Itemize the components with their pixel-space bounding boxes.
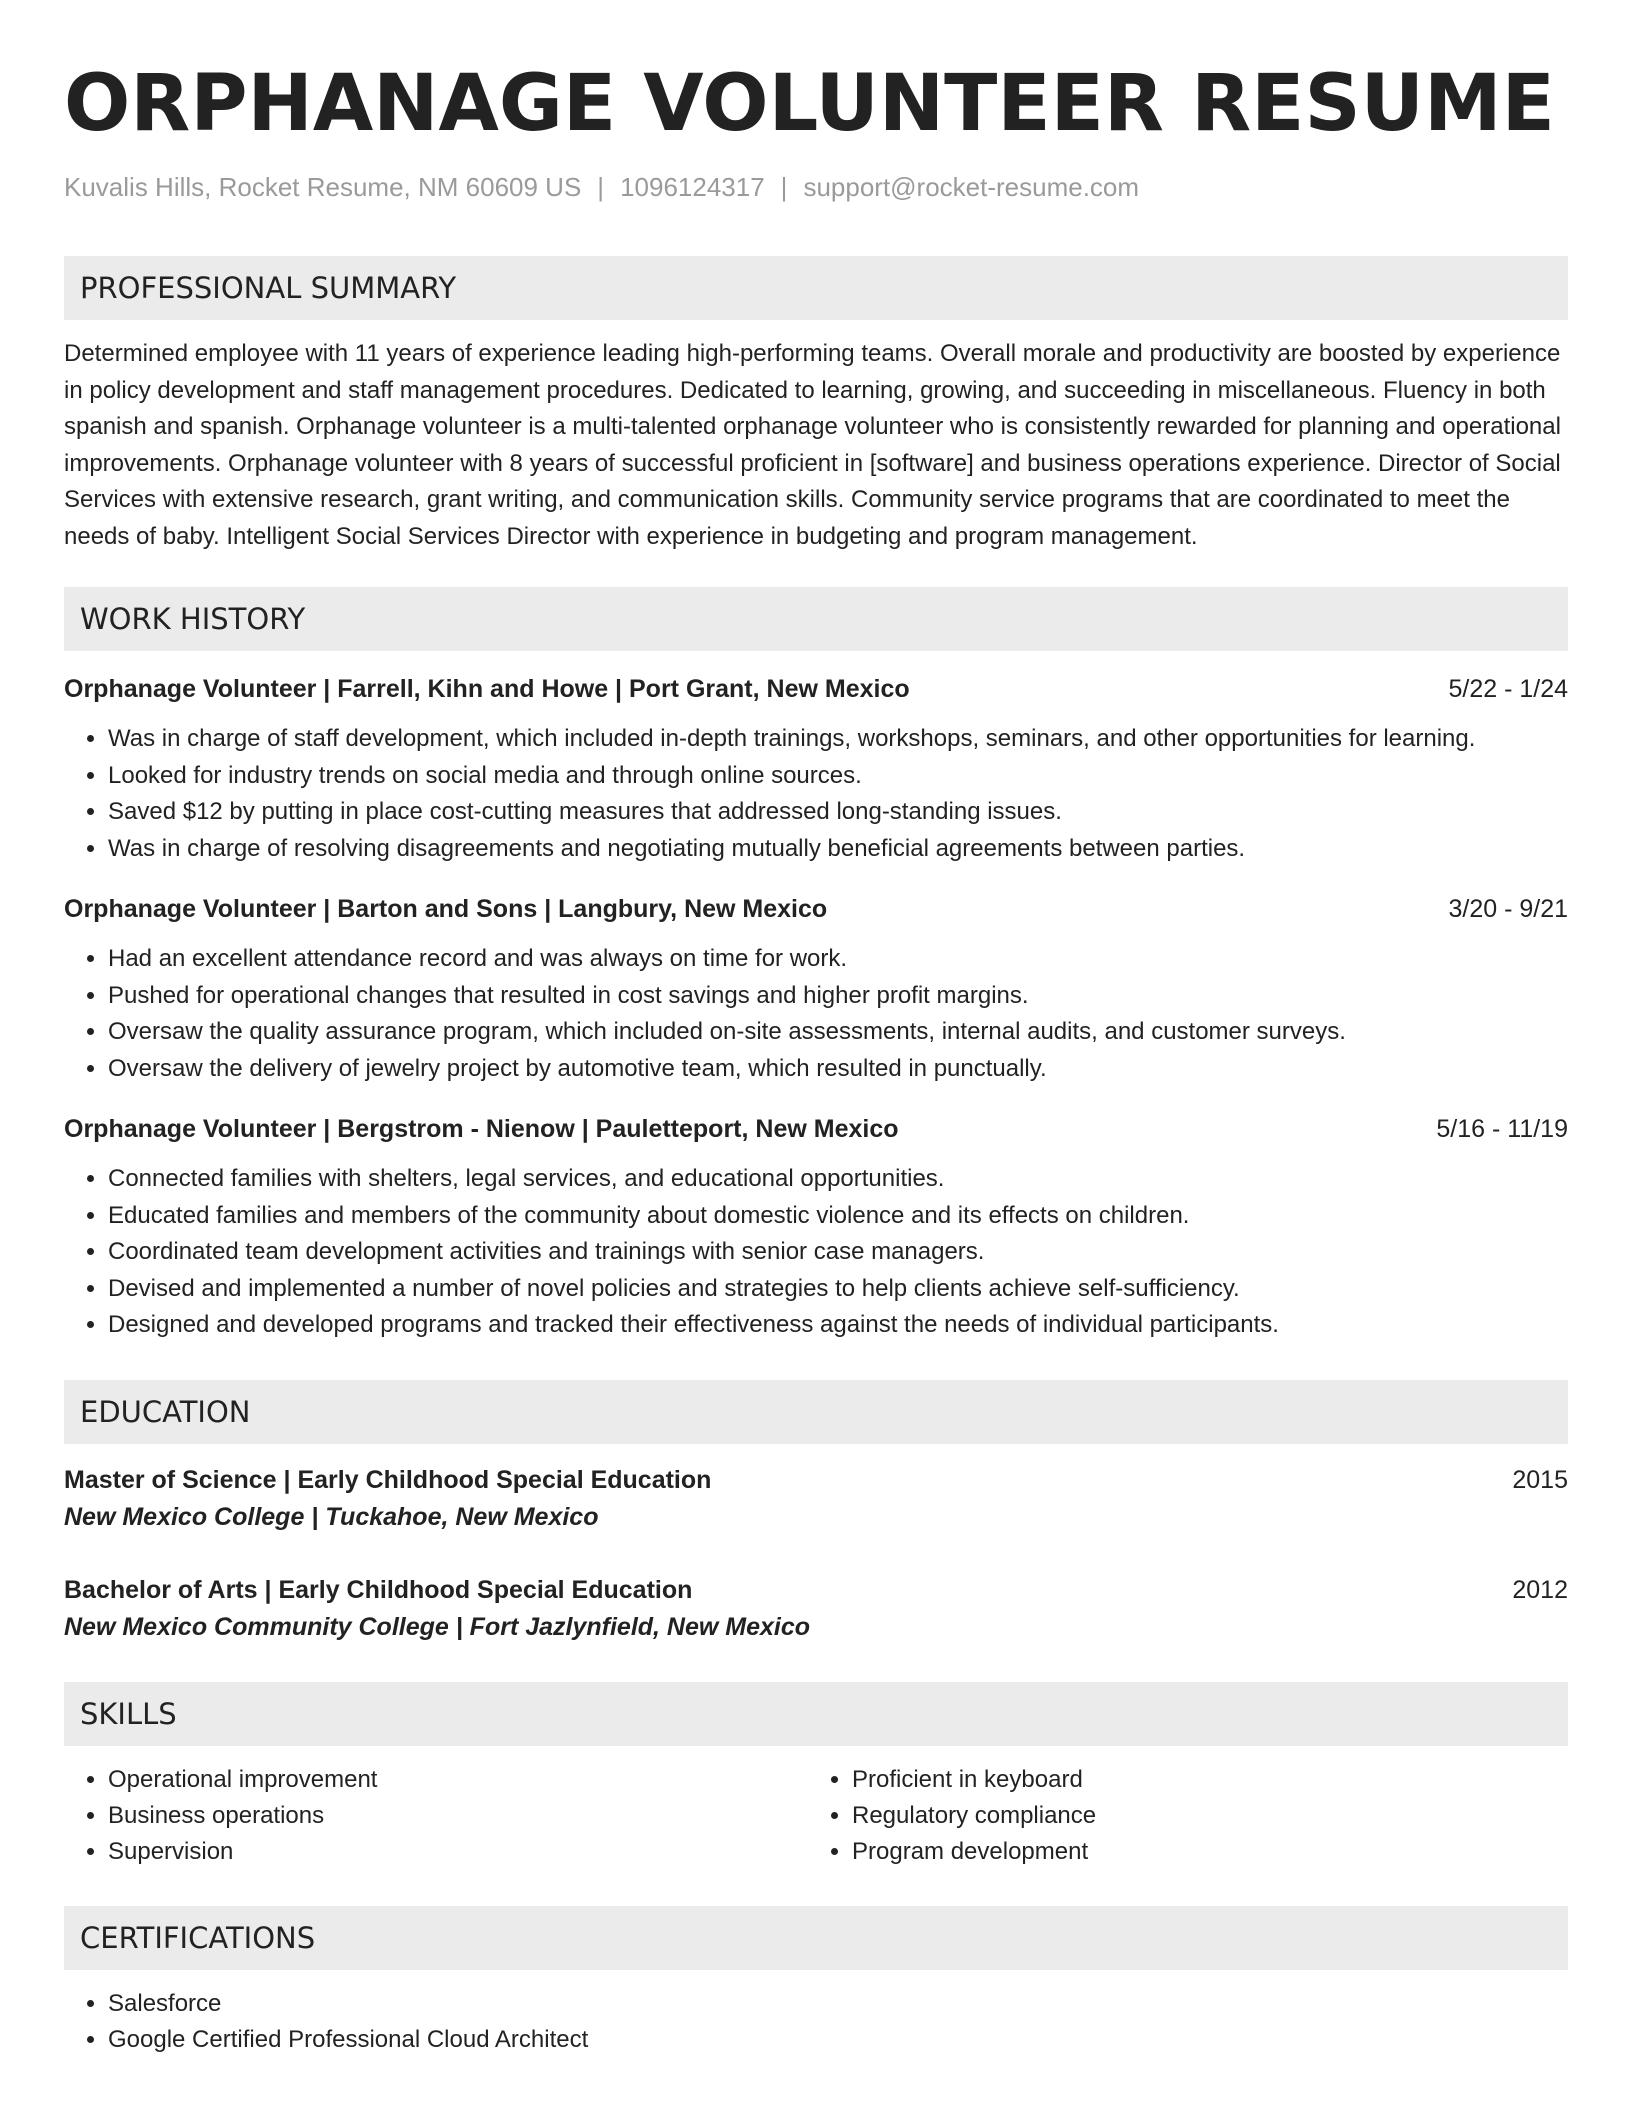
section-heading-work-history: WORK HISTORY	[64, 587, 1568, 651]
education-entry	[64, 1572, 1568, 1646]
job-header	[64, 671, 1568, 707]
section-heading-summary: PROFESSIONAL SUMMARY	[64, 256, 1568, 320]
certifications-list	[64, 1986, 1568, 2058]
job-bullet: • Oversaw the quality assurance program, which included on-site assessments, internal audits, and customer surveys.	[108, 1014, 1568, 1051]
job-bullet: • Had an excellent attendance record and was always on time for work.	[108, 941, 1568, 978]
education-school: New Mexico College | Tuckahoe, New Mexico	[64, 1502, 599, 1531]
job-dates: 5/16 - 11/19	[1436, 1115, 1568, 1143]
certification-item: • Google Certified Professional Cloud Architect	[108, 2022, 1568, 2058]
job-bullet: • Coordinated team development activities and trainings with senior case managers.	[108, 1234, 1568, 1271]
job-bullet: • Saved $12 by putting in place cost-cutting measures that addressed long-standing issues.	[108, 794, 1568, 831]
skills-column-left	[64, 1762, 808, 1870]
resume-title: ORPHANAGE VOLUNTEER RESUME	[64, 59, 1555, 149]
certification-item: • Salesforce	[108, 1986, 1568, 2022]
contact-phone: 1096124317	[620, 172, 765, 202]
skill-item: • Proficient in keyboard	[852, 1762, 1552, 1798]
job-dates: 5/22 - 1/24	[1448, 675, 1568, 703]
job-title: Orphanage Volunteer | Bergstrom - Nienow | Pauletteport, New Mexico	[64, 1115, 899, 1143]
skills-grid	[64, 1762, 1568, 1870]
job-bullet: • Oversaw the delivery of jewelry project by automotive team, which resulted in punctually.	[108, 1051, 1568, 1088]
skill-item: • Business operations	[108, 1798, 808, 1834]
education-degree: Bachelor of Arts | Early Childhood Special Education	[64, 1575, 693, 1604]
job-title: Orphanage Volunteer | Barton and Sons | Langbury, New Mexico	[64, 895, 828, 923]
education-year: 2012	[1512, 1575, 1568, 1604]
contact-line	[64, 170, 1568, 204]
job-bullet: • Looked for industry trends on social media and through online sources.	[108, 758, 1568, 795]
job-dates: 3/20 - 9/21	[1448, 895, 1568, 923]
section-heading-skills: SKILLS	[64, 1682, 1568, 1746]
job-bullet: • Connected families with shelters, legal services, and educational opportunities.	[108, 1161, 1568, 1198]
contact-address: Kuvalis Hills, Rocket Resume, NM 60609 US	[64, 172, 582, 202]
job-title: Orphanage Volunteer | Farrell, Kihn and Howe | Port Grant, New Mexico	[64, 675, 910, 703]
skills-column-right	[808, 1762, 1552, 1870]
skill-item: • Regulatory compliance	[852, 1798, 1552, 1834]
job-entry	[64, 891, 1568, 1087]
job-bullet: • Pushed for operational changes that resulted in cost savings and higher profit margins.	[108, 978, 1568, 1015]
job-entry	[64, 1111, 1568, 1344]
skill-item: • Operational improvement	[108, 1762, 808, 1798]
education-degree: Master of Science | Early Childhood Special Education	[64, 1465, 712, 1494]
job-bullets	[64, 941, 1568, 1087]
job-bullet: • Was in charge of resolving disagreements and negotiating mutually beneficial agreements between parties.	[108, 831, 1568, 868]
education-year: 2015	[1512, 1465, 1568, 1494]
contact-separator: |	[597, 172, 605, 202]
education-school: New Mexico Community College | Fort Jazlynfield, New Mexico	[64, 1612, 811, 1641]
job-header	[64, 891, 1568, 927]
job-bullet: • Educated families and members of the community about domestic violence and its effects on children.	[108, 1198, 1568, 1235]
job-bullet: • Was in charge of staff development, which included in-depth trainings, workshops, seminars, and other opportunities for learning.	[108, 721, 1568, 758]
education-row	[64, 1462, 1568, 1498]
section-heading-education: EDUCATION	[64, 1380, 1568, 1444]
skill-item: • Program development	[852, 1834, 1552, 1870]
education-entry	[64, 1462, 1568, 1536]
contact-separator: |	[780, 172, 788, 202]
education-row	[64, 1572, 1568, 1608]
job-bullets	[64, 721, 1568, 867]
summary-paragraph: Determined employee with 11 years of experience leading high-performing teams. Overall morale and productivity are boosted by experience in policy development and staff management procedures. Dedicated to learning, growing, and succeeding in miscellaneous. Fluency in both spanish and spanish. Orphanage volunteer is a multi-talented orphanage volunteer who is consistently rewarded for planning and operational improvements. Orphanage volunteer with 8 years of successful proficient in [software] and business operations experience. Director of Social Services with extensive research, grant writing, and communication skills. Community service programs that are coordinated to meet the needs of baby. Intelligent Social Services Director with experience in budgeting and program management.	[64, 340, 1561, 550]
section-heading-certifications: CERTIFICATIONS	[64, 1906, 1568, 1970]
job-bullets	[64, 1161, 1568, 1344]
job-bullet: • Devised and implemented a number of novel policies and strategies to help clients achieve self-sufficiency.	[108, 1271, 1568, 1308]
job-entry	[64, 671, 1568, 867]
job-bullet: • Designed and developed programs and tracked their effectiveness against the needs of individual participants.	[108, 1307, 1568, 1344]
job-header	[64, 1111, 1568, 1147]
contact-email[interactable]: support@rocket-resume.com	[803, 172, 1140, 202]
resume-page	[64, 56, 1568, 2058]
skill-item: • Supervision	[108, 1834, 808, 1870]
